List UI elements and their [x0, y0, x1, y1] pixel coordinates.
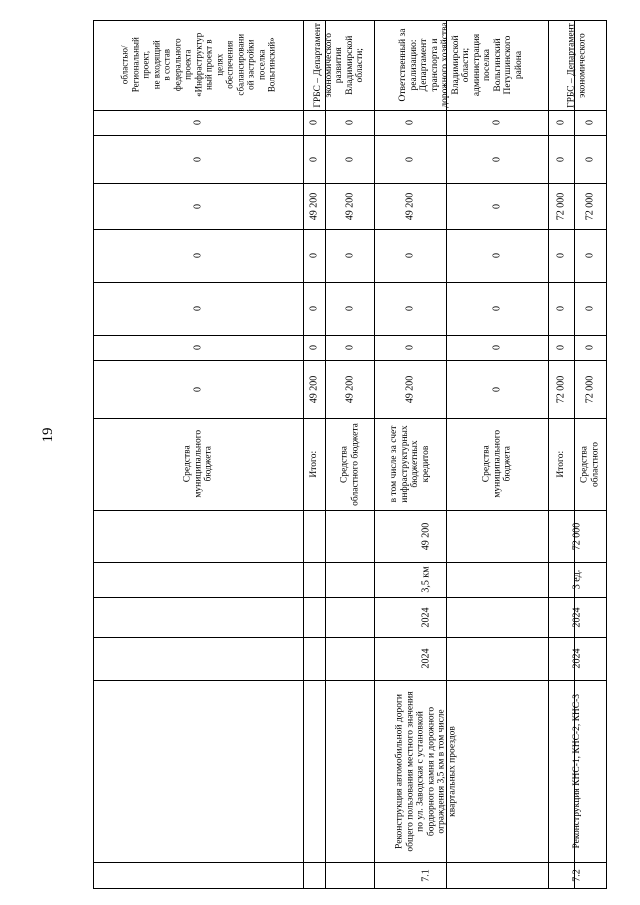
item71-value-2-3: [374, 229, 446, 282]
item71-value-1-2-text: 0: [344, 306, 355, 311]
item71-value-3-0-text: 0: [491, 386, 503, 392]
item71-grbs-text: ГРБС – Департамент экономического развития Владимирской области;: [312, 22, 365, 108]
item72-capacity-text: 3 ед.: [571, 569, 583, 590]
item72-number: [548, 862, 606, 888]
item71-name: [303, 680, 548, 862]
top-description-line: Региональный: [129, 37, 140, 93]
item71-source-0-text: Итого:: [308, 450, 319, 478]
item72-value-1-1: [574, 335, 606, 360]
item71-value-3-2-text: 0: [491, 306, 503, 311]
top-description-line: «Инфраструктур: [192, 32, 203, 98]
item72-cost-text: 72 000: [571, 522, 583, 550]
top-value-3: [93, 229, 303, 282]
item72-value-0-5-text: 0: [555, 156, 567, 162]
item71-responsible: [374, 20, 548, 110]
item71-source-3: [446, 418, 548, 510]
item72-end-year: [548, 597, 606, 637]
item71-value-2-1-text: 0: [404, 345, 416, 350]
item72-value-1-4-text: 72 000: [584, 192, 596, 220]
table-border-bottom: [93, 888, 606, 889]
item71-value-1-6: [325, 110, 374, 135]
item72-value-0-4-text: 72 000: [555, 192, 567, 220]
item71-value-0-4-text: 49 200: [308, 192, 320, 220]
item72-source-0: [548, 418, 574, 510]
item71-value-3-5-text: 0: [491, 156, 503, 162]
item71-start-year-text: 2024: [420, 648, 431, 669]
item72-grbs-text: ГРБС – Департамент экономического: [566, 22, 587, 108]
item72-value-1-0-text: 72 000: [584, 375, 596, 403]
top-value-4: [93, 183, 303, 229]
top-description-line: поселка: [255, 49, 266, 81]
item71-name-text: Реконструкция автомобильной дороги общего пользования местного значения по ул. Заводская с установкой бордюрного камня и дорожного ограждения 3,5 км в том числе квартальных проездов: [394, 690, 457, 852]
item71-source-1-text: Средства областного бюджета: [339, 422, 360, 506]
item71-value-2-3-text: 0: [404, 253, 416, 258]
item71-value-2-0-text: 49 200: [404, 375, 416, 403]
item71-value-0-4: [303, 183, 325, 229]
item72-value-1-3-text: 0: [584, 253, 596, 258]
item72-start-year: [548, 637, 606, 680]
item72-name-text: Реконструкция КНС-1, КНС-2, КНС-3: [571, 693, 582, 849]
item71-end-year: [303, 597, 548, 637]
item72-source-0-text: Итого:: [555, 450, 566, 478]
item71-value-1-1-text: 0: [344, 345, 355, 350]
item72-number-text: 7.2: [571, 868, 583, 882]
top-value-5-text: 0: [192, 156, 204, 162]
item72-name: [548, 680, 606, 862]
item72-value-1-4: [574, 183, 606, 229]
item72-value-0-3-text: 0: [555, 253, 567, 258]
top-description-line: ой застройки: [245, 39, 256, 91]
item71-value-2-6-text: 0: [404, 120, 416, 125]
top-source: [93, 418, 303, 510]
item72-value-1-1-text: 0: [584, 345, 596, 350]
item72-value-0-3: [548, 229, 574, 282]
item71-source-2-text: в том числе за счет инфраструктурных бюджетных кредитов: [389, 425, 431, 503]
top-value-0-text: 0: [192, 386, 204, 392]
item71-value-2-2: [374, 282, 446, 335]
top-description-line: ный проект в: [203, 39, 214, 91]
item71-source-1: [325, 418, 374, 510]
item71-value-1-3-text: 0: [344, 253, 355, 258]
item72-source-1-text: Средства областного: [579, 441, 600, 487]
item71-end-year-text: 2024: [420, 607, 431, 627]
item71-value-1-0-text: 49 200: [344, 375, 355, 403]
item72-value-1-5-text: 0: [584, 156, 596, 162]
item71-value-3-4-text: 0: [491, 203, 503, 209]
item71-value-1-1: [325, 335, 374, 360]
item71-value-2-4: [374, 183, 446, 229]
item72-cost: [548, 510, 606, 562]
top-value-4-text: 0: [192, 203, 204, 209]
item72-value-1-6-text: 0: [584, 120, 596, 125]
item71-source-0: [303, 418, 325, 510]
top-value-1-text: 0: [192, 345, 204, 350]
item72-value-0-1-text: 0: [555, 345, 567, 350]
top-description-line: проекта: [182, 49, 193, 81]
top-description-line: обеспечения: [224, 40, 235, 90]
item71-value-0-6: [303, 110, 325, 135]
item71-value-2-5-text: 0: [404, 156, 416, 162]
item71-value-0-2-text: 0: [308, 306, 320, 311]
top-source-text: Средства муниципального бюджета: [182, 430, 214, 498]
item71-value-1-2: [325, 282, 374, 335]
top-value-2: [93, 282, 303, 335]
top-description-line: целях: [213, 54, 224, 76]
item71-value-0-3-text: 0: [308, 253, 320, 258]
item71-value-3-3: [446, 229, 548, 282]
item71-value-0-3: [303, 229, 325, 282]
item72-value-0-4: [548, 183, 574, 229]
item72-value-1-3: [574, 229, 606, 282]
item72-value-0-2: [548, 282, 574, 335]
item71-value-0-5-text: 0: [308, 156, 320, 162]
item72-value-0-2-text: 0: [555, 306, 567, 311]
item72-value-0-6-text: 0: [555, 120, 567, 125]
top-description-line: сбалансировани: [234, 34, 245, 96]
item71-value-1-4-text: 49 200: [344, 192, 355, 220]
item71-capacity-text: 3,5 км: [420, 566, 431, 593]
item71-value-1-3: [325, 229, 374, 282]
item71-source-3-text: Средства муниципального бюджета: [481, 430, 513, 498]
item71-value-3-1-text: 0: [491, 345, 503, 350]
top-value-6: [93, 110, 303, 135]
item71-value-3-4: [446, 183, 548, 229]
item71-source-2: [374, 418, 446, 510]
item71-grbs: [303, 20, 374, 110]
top-description-line: Вольгинский»: [266, 37, 277, 93]
item71-cost-text: 49 200: [420, 522, 431, 550]
top-value-6-text: 0: [192, 120, 204, 125]
item71-responsible-text: Ответственный за реализацию: Департамент транспорта и дорожного хозяйства Владимирской области; администрация поселка Вольгинский Петушинского района: [398, 22, 524, 108]
item72-value-1-2: [574, 282, 606, 335]
page-number: 19: [40, 427, 56, 443]
item71-value-0-2: [303, 282, 325, 335]
item71-value-2-4-text: 49 200: [404, 192, 416, 220]
item72-value-1-2-text: 0: [584, 306, 596, 311]
item71-value-2-2-text: 0: [404, 306, 416, 311]
item71-value-3-3-text: 0: [491, 253, 503, 258]
item72-capacity: [548, 562, 606, 597]
item71-value-3-2: [446, 282, 548, 335]
top-description-line: в состав: [161, 49, 172, 81]
item72-value-0-1: [548, 335, 574, 360]
top-description-line: федерального: [171, 38, 182, 92]
item71-value-1-6-text: 0: [344, 120, 355, 125]
item72-grbs: [548, 20, 606, 110]
item72-value-0-0-text: 72 000: [555, 375, 567, 403]
item71-value-0-0-text: 49 200: [308, 375, 320, 403]
top-description-line: областью/: [119, 45, 130, 85]
item72-value-1-6: [574, 110, 606, 135]
item71-number-text: 7.1: [420, 868, 431, 882]
item71-value-3-6: [446, 110, 548, 135]
item71-value-2-1: [374, 335, 446, 360]
top-description-line: проект,: [140, 51, 151, 79]
item72-source-1: [574, 418, 606, 510]
item71-value-3-1: [446, 335, 548, 360]
top-description-line: не входящий: [150, 40, 161, 90]
item72-end-year-text: 2024: [571, 607, 583, 627]
item71-value-0-1: [303, 335, 325, 360]
item71-value-3-6-text: 0: [491, 120, 503, 125]
item71-start-year: [303, 637, 548, 680]
item71-value-0-6-text: 0: [308, 120, 320, 125]
item71-value-0-1-text: 0: [308, 345, 320, 350]
item71-value-2-6: [374, 110, 446, 135]
item71-value-1-5-text: 0: [344, 156, 355, 162]
table-border-right: [606, 20, 607, 889]
top-value-3-text: 0: [192, 253, 204, 258]
item72-value-0-6: [548, 110, 574, 135]
top-value-2-text: 0: [192, 306, 204, 311]
item72-start-year-text: 2024: [571, 648, 583, 669]
item71-value-1-4: [325, 183, 374, 229]
item71-cost: [303, 510, 548, 562]
item71-number: [303, 862, 548, 888]
top-value-1: [93, 335, 303, 360]
item71-capacity: [303, 562, 548, 597]
